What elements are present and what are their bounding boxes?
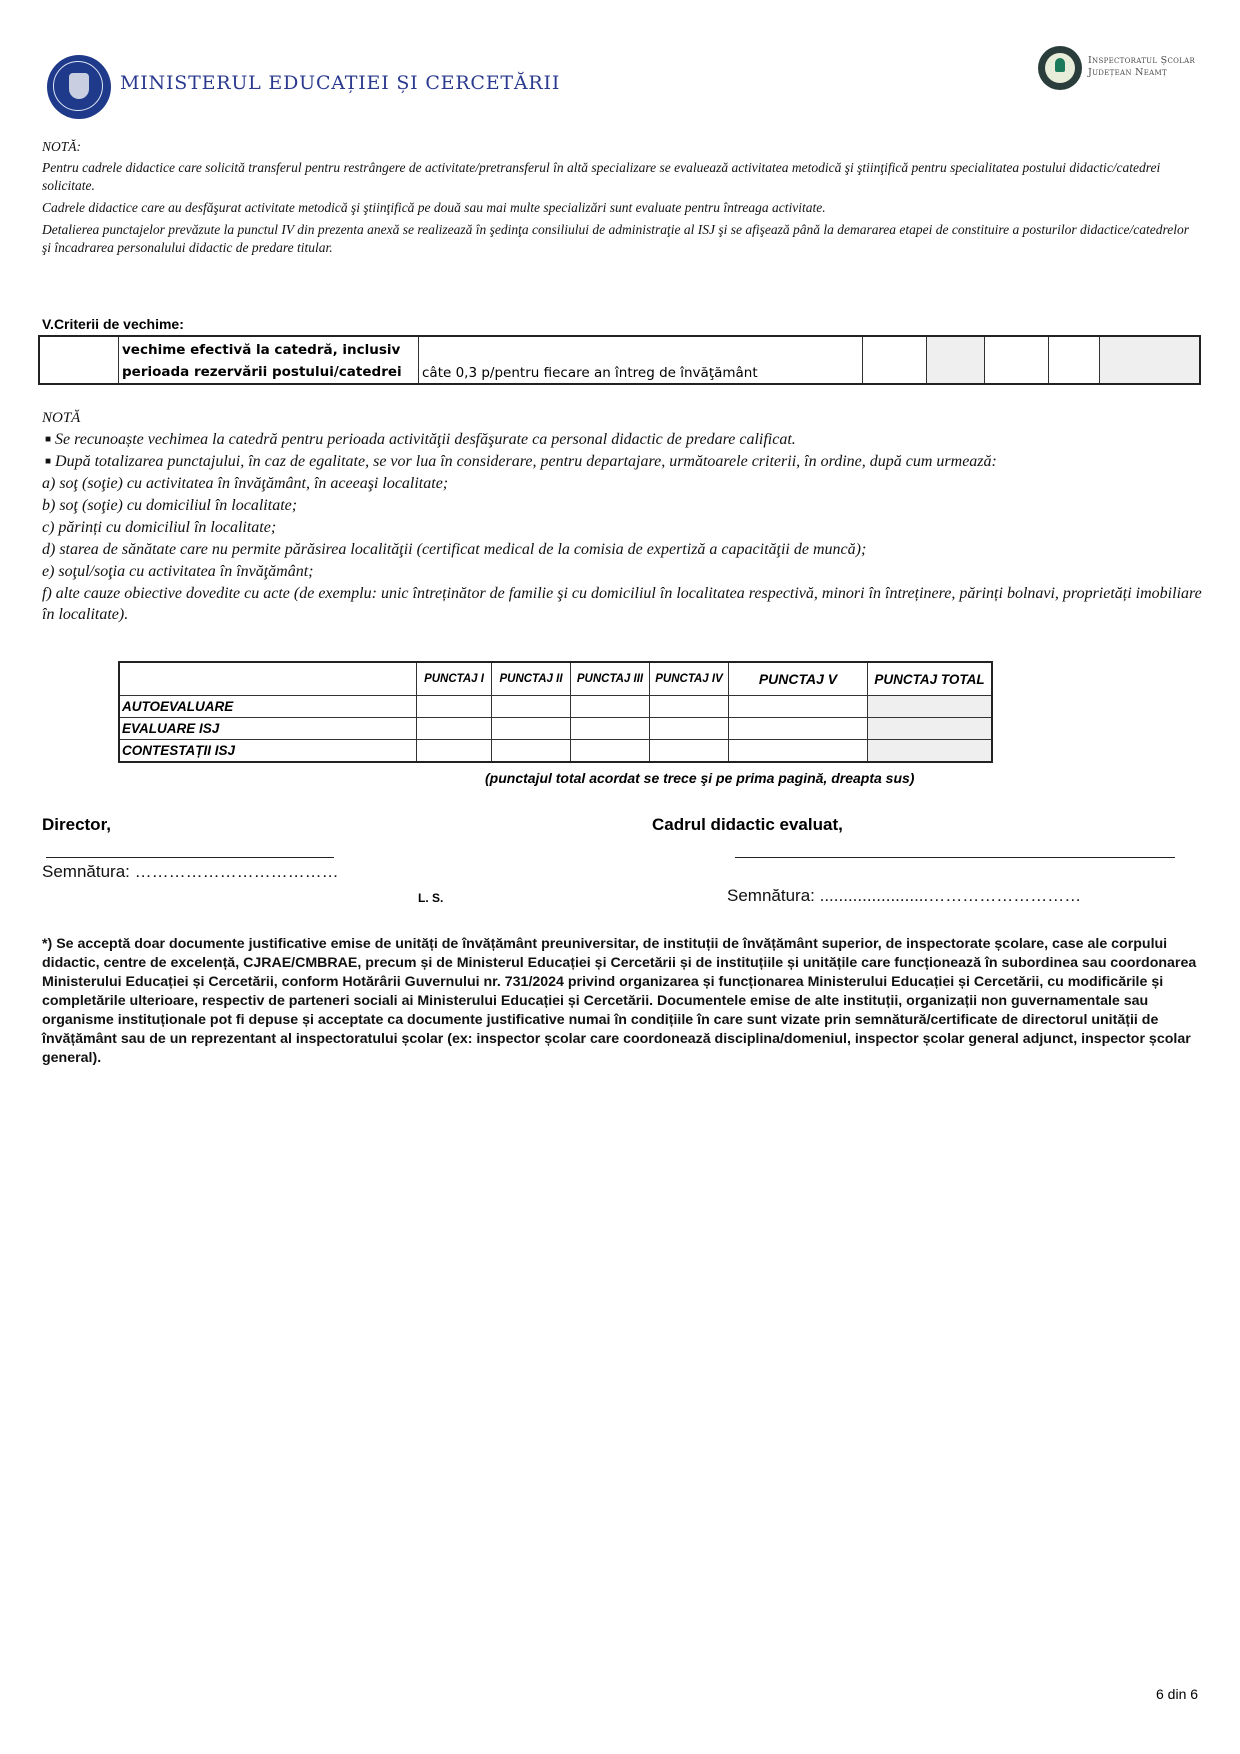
score-cell[interactable]: [492, 718, 571, 740]
score-summary-table: [118, 661, 993, 763]
score-cell[interactable]: [650, 740, 729, 763]
teacher-name-line[interactable]: [735, 857, 1175, 858]
note-bullet: ■ După totalizarea punctajului, în caz de egalitate, se vor lua în considerare, pentru departajare, următoarele criterii, în ordine, după cum urmează:: [45, 453, 997, 470]
score-cell[interactable]: [985, 336, 1049, 384]
score-cell[interactable]: [1100, 336, 1201, 384]
row-label: AUTOEVALUARE: [119, 696, 417, 718]
tiebreak-criterion: b) soţ (soţie) cu domiciliul în localitate;: [42, 497, 298, 514]
note-title: NOTĂ:: [42, 139, 82, 154]
score-cell[interactable]: [927, 336, 985, 384]
criterion-description-cell: [119, 336, 419, 384]
government-seal-icon: [47, 55, 111, 119]
teacher-label: Cadrul didactic evaluat,: [652, 815, 843, 834]
score-cell[interactable]: [492, 696, 571, 718]
stamp-placeholder: L. S.: [418, 891, 444, 905]
footnote: *) Se acceptă doar documente justificative emise de unități de învățământ preuniversitar, de instituții de învățământ superior, de inspectorate școlare, case ale corpului didactic, centre de excelență, CJRAE/CMBRAE, precum și de Ministerul Educației și Cercetării și de instituțiile și unitățile care funcționează în subordinea sau coordonarea Ministerului Educației și Cercetării, conform Hotărârii Guvernului nr. 731/2024 privind organizarea și funcționarea Ministerului Educației și Cercetării, cu modificările și completările ulterioare, respectiv de parteneri sociali ai Ministerului Educației și Cercetării. Documentele emise de alte instituții, organizații non guvernamentale sau organisme instituționale pot fi depuse și acceptate ca documente justificative numai în condițiile în care sunt vizate prin semnătură/certificate de directorul unității de învățământ sau de un reprezentant al inspectoratului școlar (ex: inspector școlar care coordonează disciplina/domeniul, inspector școlar general adjunct, inspector școlar general).: [42, 936, 1197, 1066]
column-header: [119, 662, 417, 696]
table-row: [119, 696, 992, 718]
tiebreak-criterion: e) soţul/soţia cu activitatea în învăţământ;: [42, 563, 314, 580]
column-header: PUNCTAJ II: [492, 662, 571, 696]
tiebreak-criterion: d) starea de sănătate care nu permite părăsirea localităţii (certificat medical de la comisia de expertiză a capacităţii de muncă);: [42, 541, 867, 558]
note-bullet: ■ Se recunoaște vechimea la catedră pentru perioada activităţii desfăşurate ca personal didactic de predare calificat.: [45, 431, 796, 448]
score-cell[interactable]: [650, 696, 729, 718]
score-cell[interactable]: [729, 718, 868, 740]
score-table-caption: (punctajul total acordat se trece şi pe prima pagină, dreapta sus): [485, 770, 915, 786]
section-title: V.Criterii de vechime:: [42, 316, 184, 332]
column-header: PUNCTAJ TOTAL: [868, 662, 993, 696]
tiebreak-criterion: c) părinți cu domiciliul în localitate;: [42, 519, 277, 536]
inspectorate-emblem-icon: [1038, 46, 1082, 90]
score-cell[interactable]: [729, 740, 868, 763]
inspectorate-name-line2: Județean Neamț: [1088, 67, 1167, 78]
column-header: PUNCTAJ V: [729, 662, 868, 696]
tiebreak-criterion: a) soţ (soţie) cu activitatea în învăţământ, în aceeaşi localitate;: [42, 475, 449, 492]
note-block-1: [42, 138, 1192, 257]
total-score-cell[interactable]: [868, 718, 993, 740]
criterion-description-line2: perioada rezervării postului/catedrei: [122, 364, 402, 380]
teacher-signature[interactable]: Semnătura: .......................………………………: [727, 886, 1082, 905]
note-paragraph: Pentru cadrele didactice care solicită transferul pentru restrângere de activitate/pretransferul în altă specializare se evaluează activitatea metodică şi ştiinţifică pentru specialitatea postului didactic/catedrei solicitate.: [42, 160, 1161, 193]
inspectorate-name-line1: Inspectoratul Școlar: [1088, 55, 1196, 66]
table-row: [119, 740, 992, 763]
director-signature[interactable]: Semnătura: ………………………………: [42, 862, 339, 881]
note-paragraph: Detalierea punctajelor prevăzute la punctul IV din prezenta anexă se realizează în şedinţa consiliului de administraţie al ISJ şi se afişează până la demararea etapei de constituire a posturilor didactice/catedrelor şi încadrarea personalului didactic de predare titular.: [42, 222, 1189, 255]
emblem-figure-icon: [1055, 58, 1065, 72]
inspectorate-name: [1088, 55, 1195, 79]
row-label: CONTESTAȚII ISJ: [119, 740, 417, 763]
score-cell[interactable]: [571, 740, 650, 763]
director-name-line[interactable]: [46, 857, 334, 858]
note-paragraph: Cadrele didactice care au desfăşurat activitate metodică şi ştiinţifică pe două sau mai multe specializări sunt evaluate pentru întreaga activitate.: [42, 200, 826, 215]
total-score-cell[interactable]: [868, 696, 993, 718]
bullet-icon: ■: [45, 434, 52, 445]
ministry-name: MINISTERUL EDUCAȚIEI ȘI CERCETĂRII: [120, 72, 561, 94]
score-cell[interactable]: [492, 740, 571, 763]
table-header-row: [119, 662, 992, 696]
seniority-criteria-table: [38, 335, 1201, 385]
score-cell[interactable]: [650, 718, 729, 740]
score-cell[interactable]: [1049, 336, 1100, 384]
note-title: NOTĂ: [42, 410, 81, 426]
table-row: [119, 718, 992, 740]
column-header: PUNCTAJ I: [417, 662, 492, 696]
column-header: PUNCTAJ IV: [650, 662, 729, 696]
score-cell[interactable]: [571, 696, 650, 718]
column-header: PUNCTAJ III: [571, 662, 650, 696]
score-cell[interactable]: [571, 718, 650, 740]
page-number: 6 din 6: [1156, 1686, 1199, 1702]
score-cell[interactable]: [417, 696, 492, 718]
eagle-crest-icon: [69, 73, 89, 99]
note-block-2: [42, 407, 1202, 625]
criterion-description-line1: vechime efectivă la catedră, inclusiv: [122, 342, 401, 358]
table-row: [39, 336, 1200, 384]
score-cell[interactable]: [417, 740, 492, 763]
criterion-rule-cell: câte 0,3 p/pentru fiecare an întreg de învăţământ: [419, 336, 863, 384]
total-score-cell[interactable]: [868, 740, 993, 763]
criterion-number-cell: [39, 336, 119, 384]
bullet-icon: ■: [45, 456, 52, 467]
score-cell[interactable]: [863, 336, 927, 384]
row-label: EVALUARE ISJ: [119, 718, 417, 740]
tiebreak-criterion: f) alte cauze obiective dovedite cu acte (de exemplu: unic întreținător de familie şi cu domiciliul în localitatea respectivă, minori în întreținere, părinți bolnavi, proprietăți imobiliare în localitate).: [42, 585, 1202, 623]
director-label: Director,: [42, 815, 111, 834]
score-cell[interactable]: [417, 718, 492, 740]
score-cell[interactable]: [729, 696, 868, 718]
